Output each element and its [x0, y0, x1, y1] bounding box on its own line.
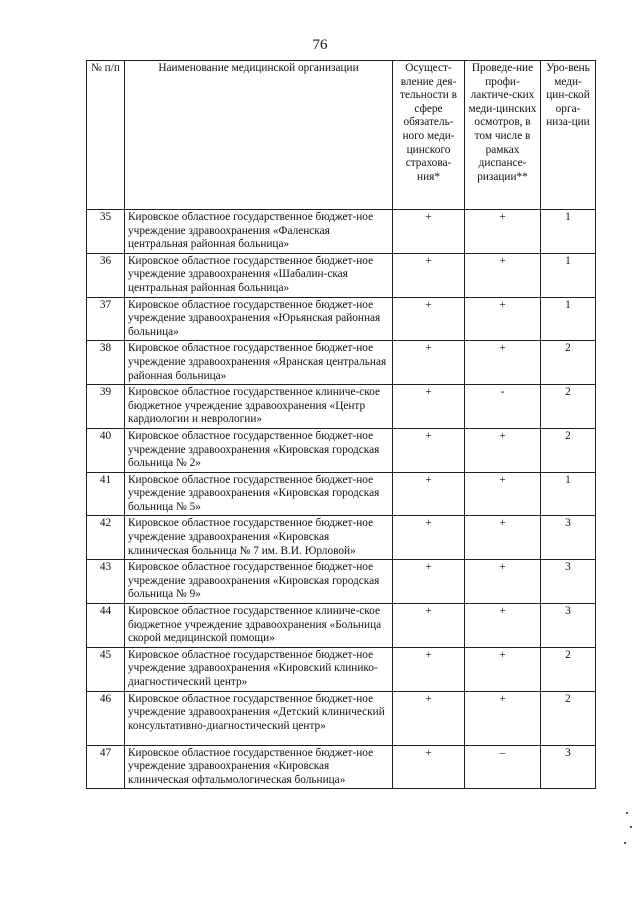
table-row: [87, 210, 596, 254]
table-row: [87, 385, 596, 429]
row-level: 2: [541, 691, 596, 745]
page-number: 76: [312, 37, 328, 53]
medical-organizations-table: [86, 60, 596, 789]
row-level: 3: [541, 604, 596, 648]
row-level: 3: [541, 516, 596, 560]
row-level: 2: [541, 385, 596, 429]
row-name: Кировское областное государственное бюджет-ное учреждение здравоохранения «Кировская городская больница № 9»: [125, 560, 393, 604]
row-num: 40: [87, 428, 125, 472]
row-num: 42: [87, 516, 125, 560]
table-row: [87, 647, 596, 691]
row-level: 1: [541, 253, 596, 297]
row-oms: +: [393, 560, 465, 604]
row-num: 47: [87, 745, 125, 789]
row-num: 39: [87, 385, 125, 429]
table-row: [87, 745, 596, 789]
row-name: Кировское областное государственное бюджет-ное учреждение здравоохранения «Детский клинический консультативно-диагностический центр»: [125, 691, 393, 745]
header-prof: Проведе-ние профи-лактиче-ских меди-цинских осмотров, в том числе в рамках диспансе-ризации**: [465, 61, 541, 210]
row-oms: +: [393, 385, 465, 429]
table-row: [87, 297, 596, 341]
row-name: Кировское областное государственное бюджет-ное учреждение здравоохранения «Фаленская центральная районная больница»: [125, 210, 393, 254]
row-prof: +: [465, 691, 541, 745]
row-oms: +: [393, 428, 465, 472]
table-row: [87, 691, 596, 745]
row-oms: +: [393, 472, 465, 516]
row-level: 2: [541, 647, 596, 691]
row-prof: +: [465, 472, 541, 516]
row-num: 38: [87, 341, 125, 385]
row-num: 44: [87, 604, 125, 648]
scan-speck: [624, 842, 626, 844]
row-name: Кировское областное государственное бюджет-ное учреждение здравоохранения «Яранская центральная районная больница»: [125, 341, 393, 385]
row-prof: –: [465, 745, 541, 789]
row-oms: +: [393, 253, 465, 297]
row-prof: +: [465, 210, 541, 254]
table-row: [87, 516, 596, 560]
row-prof: +: [465, 516, 541, 560]
row-prof: +: [465, 297, 541, 341]
row-oms: +: [393, 297, 465, 341]
row-prof: +: [465, 341, 541, 385]
row-num: 36: [87, 253, 125, 297]
row-num: 43: [87, 560, 125, 604]
row-level: 3: [541, 745, 596, 789]
header-num: № п/п: [87, 61, 125, 210]
row-oms: +: [393, 691, 465, 745]
row-oms: +: [393, 647, 465, 691]
row-oms: +: [393, 745, 465, 789]
row-oms: +: [393, 516, 465, 560]
row-level: 3: [541, 560, 596, 604]
table-row: [87, 560, 596, 604]
table-row: [87, 472, 596, 516]
row-prof: +: [465, 253, 541, 297]
table-row: [87, 428, 596, 472]
row-num: 35: [87, 210, 125, 254]
row-name: Кировское областное государственное бюджет-ное учреждение здравоохранения «Кировская клиническая больница № 7 им. В.И. Юрловой»: [125, 516, 393, 560]
row-prof: +: [465, 604, 541, 648]
row-name: Кировское областное государственное бюджет-ное учреждение здравоохранения «Шабалин-ская центральная районная больница»: [125, 253, 393, 297]
table-header-row: [87, 61, 596, 210]
table-row: [87, 604, 596, 648]
row-num: 45: [87, 647, 125, 691]
row-level: 2: [541, 341, 596, 385]
row-prof: +: [465, 428, 541, 472]
header-name: Наименование медицинской организации: [125, 61, 393, 210]
row-prof: +: [465, 560, 541, 604]
row-num: 37: [87, 297, 125, 341]
row-oms: +: [393, 210, 465, 254]
row-name: Кировское областное государственное клиниче-ское бюджетное учреждение здравоохранения «Центр кардиологии и неврологии»: [125, 385, 393, 429]
row-num: 46: [87, 691, 125, 745]
header-level: Уро-вень меди-цин-ской орга-низа-ции: [541, 61, 596, 210]
row-name: Кировское областное государственное бюджет-ное учреждение здравоохранения «Юрьянская районная больница»: [125, 297, 393, 341]
row-prof: +: [465, 647, 541, 691]
header-oms: Осущест-вление дея-тельности в сфере обязатель-ного меди-цинского страхова-ния*: [393, 61, 465, 210]
row-level: 1: [541, 297, 596, 341]
scan-speck: [630, 826, 632, 828]
row-name: Кировское областное государственное бюджет-ное учреждение здравоохранения «Кировская городская больница № 2»: [125, 428, 393, 472]
table-row: [87, 341, 596, 385]
row-name: Кировское областное государственное бюджет-ное учреждение здравоохранения «Кировская клиническая офтальмологическая больница»: [125, 745, 393, 789]
row-oms: +: [393, 341, 465, 385]
row-prof: -: [465, 385, 541, 429]
table-row: [87, 253, 596, 297]
row-name: Кировское областное государственное бюджет-ное учреждение здравоохранения «Кировская городская больница № 5»: [125, 472, 393, 516]
row-num: 41: [87, 472, 125, 516]
row-name: Кировское областное государственное клиниче-ское бюджетное учреждение здравоохранения «Больница скорой медицинской помощи»: [125, 604, 393, 648]
row-level: 1: [541, 210, 596, 254]
scan-speck: [626, 812, 628, 814]
row-oms: +: [393, 604, 465, 648]
row-level: 1: [541, 472, 596, 516]
row-level: 2: [541, 428, 596, 472]
row-name: Кировское областное государственное бюджет-ное учреждение здравоохранения «Кировский клинико-диагностический центр»: [125, 647, 393, 691]
